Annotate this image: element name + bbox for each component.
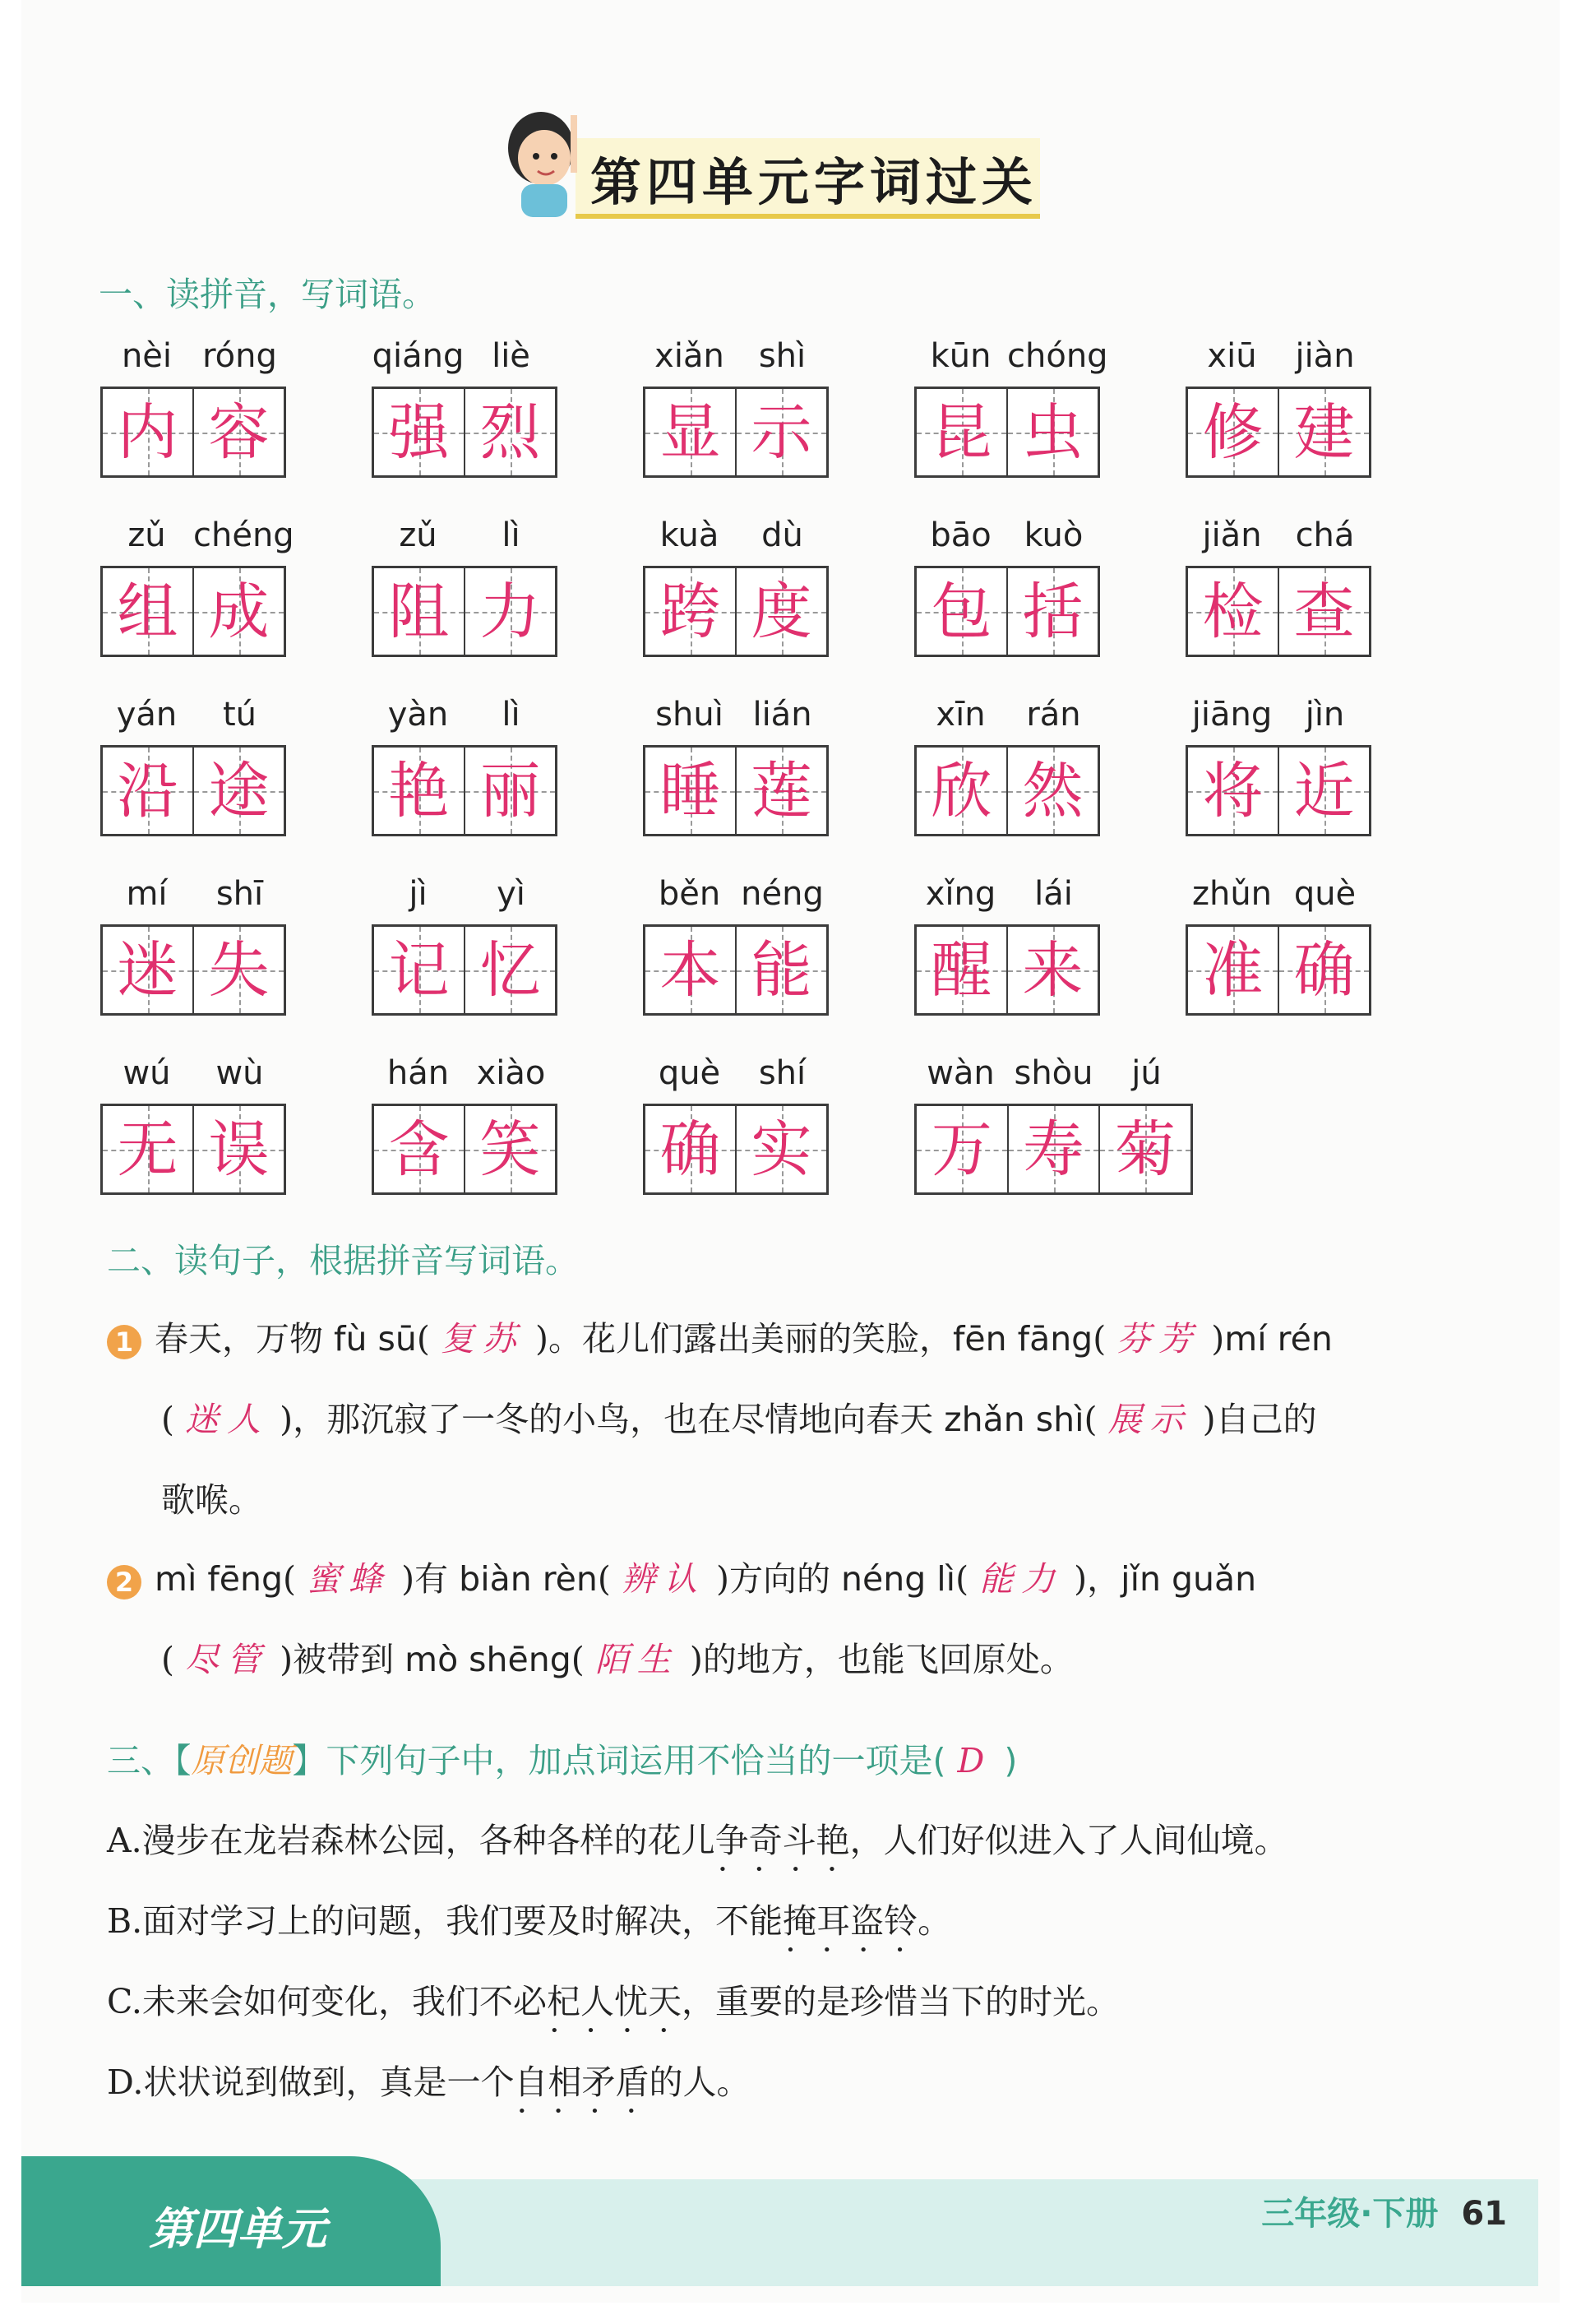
- answer-bianren: 辨认: [621, 1559, 705, 1599]
- answer-character: 寿: [1023, 1113, 1084, 1185]
- writing-grid: [100, 924, 286, 1016]
- pinyin-label: xiào: [476, 1054, 546, 1092]
- grid-cell: [645, 1106, 737, 1192]
- grid-cell: [645, 389, 737, 475]
- grid-cell: [194, 568, 284, 655]
- q1-line1: 1 春天，万物 fù sū( 复苏 )。花儿们露出美丽的笑脸，fēn fāng( 芬芳 )mí rén: [107, 1312, 1333, 1360]
- grid-cell: [1279, 389, 1369, 475]
- grid-cell: [1279, 927, 1369, 1013]
- answer-character: 强: [388, 396, 450, 468]
- option-text: 的人。: [649, 2062, 751, 2102]
- answer-character: 跨: [659, 576, 721, 647]
- pinyin-label: xiǎn: [654, 337, 724, 375]
- grid-cell: [465, 1106, 555, 1192]
- answer-character: 莲: [751, 755, 812, 826]
- grid-cell: [103, 748, 194, 834]
- pinyin-label: yán: [116, 696, 178, 734]
- section1-heading: 一、读拼音，写词语。: [99, 275, 436, 314]
- grid-cell: [103, 568, 194, 655]
- pinyin-label: shī: [215, 875, 264, 913]
- page-title: 第四单元字词过关: [590, 152, 1038, 212]
- grid-cell: [465, 748, 555, 834]
- writing-grid: [372, 1104, 557, 1195]
- answer-character: 确: [659, 1113, 721, 1185]
- grid-cell: [103, 1106, 194, 1192]
- footer-grade: 三年级·下册: [1261, 2195, 1439, 2233]
- answer-character: 醒: [931, 934, 992, 1006]
- pinyin-label: wú: [123, 1054, 171, 1092]
- grid-cell: [917, 748, 1008, 834]
- option-a: [107, 1813, 1288, 1862]
- answer-miren: 迷人: [185, 1400, 270, 1439]
- answer-character: 途: [208, 755, 270, 826]
- answer-character: 虫: [1022, 396, 1084, 468]
- writing-grid: [100, 566, 286, 657]
- pinyin-label: kūn: [930, 337, 992, 375]
- answer-character: 示: [751, 396, 812, 468]
- q1-line2: ( 迷人 )，那沉寂了一冬的小鸟，也在尽情地向春天 zhǎn shì( 展示 )自己的: [161, 1400, 1317, 1439]
- grid-cell: [374, 748, 465, 834]
- writing-grid: [1186, 924, 1371, 1016]
- grid-cell: [194, 748, 284, 834]
- answer-character: 沿: [117, 755, 178, 826]
- answer-character: 忆: [479, 934, 541, 1006]
- answer-character: 检: [1202, 576, 1264, 647]
- answer-character: 笑: [479, 1113, 541, 1185]
- grid-cell: [465, 568, 555, 655]
- grid-cell: [1008, 568, 1098, 655]
- answer-character: 睡: [659, 755, 721, 826]
- answer-character: 菊: [1115, 1113, 1177, 1185]
- pinyin-label: jú: [1131, 1054, 1162, 1092]
- answer-character: 来: [1022, 934, 1084, 1006]
- pinyin-label: lì: [502, 516, 520, 554]
- pinyin-label: shuì: [655, 696, 723, 734]
- pinyin-label: wàn: [927, 1054, 995, 1092]
- pinyin-label: zǔ: [399, 516, 437, 554]
- q1-number-badge: 1: [107, 1325, 141, 1359]
- pinyin-label: xiū: [1207, 337, 1257, 375]
- grid-cell: [1279, 568, 1369, 655]
- grid-cell: [917, 389, 1008, 475]
- answer-mosheng: 陌生: [594, 1640, 679, 1679]
- footer-page-info: [1261, 2187, 1507, 2234]
- pinyin-label: bāo: [930, 516, 992, 554]
- pinyin-label: kuò: [1024, 516, 1084, 554]
- answer-character: 含: [388, 1113, 450, 1185]
- answer-character: 丽: [479, 755, 541, 826]
- option-c: [107, 1974, 1120, 2023]
- pinyin-label: nèi: [121, 337, 173, 375]
- answer-character: 查: [1293, 576, 1355, 647]
- pinyin-label: chá: [1295, 516, 1355, 554]
- grid-cell: [1008, 748, 1098, 834]
- grid-cell: [465, 927, 555, 1013]
- pinyin-label: dù: [761, 516, 803, 554]
- option-text: ，重要的是珍惜当下的时光。: [681, 1982, 1120, 2021]
- answer-character: 无: [117, 1113, 178, 1185]
- pinyin-label: kuà: [659, 516, 719, 554]
- pinyin-label: chéng: [193, 516, 294, 554]
- grid-cell: [1100, 1106, 1190, 1192]
- answer-character: 烈: [479, 396, 541, 468]
- answer-character: 力: [479, 576, 541, 647]
- grid-cell: [645, 927, 737, 1013]
- writing-grid: [643, 1104, 829, 1195]
- writing-grid: [372, 745, 557, 836]
- writing-grid: [372, 924, 557, 1016]
- writing-grid: [372, 566, 557, 657]
- answer-character: 迷: [117, 934, 178, 1006]
- option-text: ，人们好似进入了人间仙境。: [849, 1821, 1288, 1860]
- grid-cell: [645, 568, 737, 655]
- pinyin-label: lái: [1034, 875, 1073, 913]
- grid-cell: [737, 1106, 826, 1192]
- pinyin-label: zhǔn: [1191, 875, 1273, 913]
- boy-mascot-icon: [493, 99, 592, 222]
- writing-grid: [643, 745, 829, 836]
- pinyin-label: shì: [758, 337, 807, 375]
- q2-line1: 2 mì fēng( 蜜蜂 )有 biàn rèn( 辨认 )方向的 néng lì( 能力 )，jǐn guǎn: [107, 1552, 1256, 1600]
- pinyin-label: jiàn: [1295, 337, 1355, 375]
- writing-grid: [643, 924, 829, 1016]
- writing-grid: [914, 924, 1100, 1016]
- title-area: [493, 99, 1052, 222]
- pinyin-label: rán: [1026, 696, 1081, 734]
- answer-character: 成: [208, 576, 270, 647]
- pinyin-label: chóng: [1007, 337, 1108, 375]
- answer-fenfang: 芬芳: [1116, 1319, 1201, 1359]
- answer-character: 本: [659, 934, 721, 1006]
- grid-cell: [374, 1106, 465, 1192]
- pinyin-label: què: [658, 1054, 721, 1092]
- pinyin-label: tú: [222, 696, 257, 734]
- answer-nengli: 能力: [979, 1559, 1064, 1599]
- grid-cell: [374, 568, 465, 655]
- pinyin-label: liè: [492, 337, 530, 375]
- answer-character: 近: [1293, 755, 1355, 826]
- writing-grid: [914, 387, 1100, 478]
- writing-grid: [1186, 566, 1371, 657]
- option-text: C.未来会如何变化，我们不必: [107, 1982, 547, 2021]
- pinyin-label: qiáng: [372, 337, 465, 375]
- grid-cell: [917, 1106, 1009, 1192]
- answer-fusu: 复苏: [440, 1319, 525, 1359]
- footer-unit-label: 第四单元: [149, 2203, 326, 2255]
- option-text: A.漫步在龙岩森林公园，各种各样的花儿: [107, 1821, 715, 1860]
- pinyin-label: què: [1293, 875, 1357, 913]
- answer-character: 度: [751, 576, 812, 647]
- pinyin-label: xīn: [936, 696, 986, 734]
- grid-cell: [1188, 748, 1279, 834]
- pinyin-label: lì: [502, 696, 520, 734]
- option-text: D.状状说到做到，真是一个: [107, 2062, 515, 2102]
- writing-grid: [1186, 745, 1371, 836]
- pinyin-label: běn: [658, 875, 721, 913]
- grid-cell: [194, 1106, 284, 1192]
- writing-grid: [1186, 387, 1371, 478]
- pinyin-label: lián: [752, 696, 812, 734]
- grid-cell: [1188, 389, 1279, 475]
- answer-character: 失: [208, 934, 270, 1006]
- pinyin-label: zǔ: [127, 516, 166, 554]
- answer-character: 艳: [388, 755, 450, 826]
- writing-grid: [914, 745, 1100, 836]
- grid-cell: [194, 389, 284, 475]
- grid-cell: [737, 927, 826, 1013]
- pinyin-label: néng: [741, 875, 824, 913]
- grid-cell: [737, 748, 826, 834]
- pinyin-label: jiǎn: [1202, 516, 1262, 554]
- grid-cell: [1009, 1106, 1101, 1192]
- answer-character: 昆: [931, 396, 992, 468]
- answer-zhanshi: 展示: [1107, 1400, 1192, 1439]
- grid-cell: [917, 927, 1008, 1013]
- grid-cell: [374, 389, 465, 475]
- pinyin-label: mí: [126, 875, 168, 913]
- writing-grid: [914, 1104, 1193, 1195]
- pinyin-label: yàn: [387, 696, 449, 734]
- answer-character: 确: [1293, 934, 1355, 1006]
- grid-cell: [103, 927, 194, 1013]
- grid-cell: [1188, 568, 1279, 655]
- pinyin-label: jì: [409, 875, 428, 913]
- option-b: [107, 1894, 951, 1942]
- pinyin-label: jìn: [1305, 696, 1345, 734]
- option-text: B.面对学习上的问题，我们要及时解决，不能: [107, 1901, 784, 1941]
- writing-grid: [643, 387, 829, 478]
- option-text: 。: [918, 1901, 952, 1941]
- grid-cell: [374, 927, 465, 1013]
- answer-character: 包: [931, 576, 992, 647]
- section3-heading: 三、【原创题】下列句子中，加点词运用不恰当的一项是( D ): [107, 1741, 1018, 1780]
- answer-character: 括: [1022, 576, 1084, 647]
- answer-character: 内: [117, 396, 178, 468]
- answer-character: 显: [659, 396, 721, 468]
- answer-jinguan: 尽管: [185, 1640, 270, 1679]
- writing-grid: [372, 387, 557, 478]
- grid-cell: [103, 389, 194, 475]
- dotted-idiom: 杞人忧天 • • • •: [547, 1982, 682, 2021]
- grid-cell: [194, 927, 284, 1013]
- pinyin-label: jiāng: [1191, 696, 1273, 734]
- answer-character: 修: [1202, 396, 1264, 468]
- grid-cell: [917, 568, 1008, 655]
- answer-character: 欣: [931, 755, 992, 826]
- answer-character: 阻: [388, 576, 450, 647]
- answer-character: 能: [751, 934, 812, 1006]
- writing-grid: [643, 566, 829, 657]
- q1-line3: 歌喉。: [161, 1480, 262, 1520]
- grid-cell: [1279, 748, 1369, 834]
- grid-cell: [645, 748, 737, 834]
- original-question-tag: 原创题: [191, 1741, 293, 1780]
- grid-cell: [1008, 927, 1098, 1013]
- page-number: 61: [1461, 2195, 1507, 2233]
- footer-unit-tab: [21, 2156, 441, 2286]
- answer-character: 建: [1293, 396, 1355, 468]
- grid-cell: [465, 389, 555, 475]
- answer-character: 将: [1202, 755, 1264, 826]
- answer-mifeng: 蜜蜂: [307, 1559, 391, 1599]
- dotted-idiom: 争奇斗艳 • • • •: [715, 1821, 850, 1860]
- answer-character: 然: [1022, 755, 1084, 826]
- pinyin-label: xǐng: [925, 875, 996, 913]
- writing-grid: [914, 566, 1100, 657]
- dotted-idiom: 自相矛盾 • • • •: [514, 2062, 649, 2102]
- section3-answer: D: [957, 1741, 993, 1780]
- q2-line2: ( 尽管 )被带到 mò shēng( 陌生 )的地方，也能飞回原处。: [161, 1640, 1074, 1679]
- pinyin-label: róng: [202, 337, 277, 375]
- dotted-idiom: 掩耳盗铃 • • • •: [783, 1901, 918, 1941]
- section2-heading: 二、读句子，根据拼音写词语。: [107, 1241, 579, 1280]
- writing-grid: [100, 745, 286, 836]
- writing-grid: [100, 387, 286, 478]
- pinyin-label: wù: [215, 1054, 264, 1092]
- grid-cell: [1008, 389, 1098, 475]
- answer-character: 实: [751, 1113, 812, 1185]
- answer-character: 容: [208, 396, 270, 468]
- pinyin-label: shòu: [1014, 1054, 1093, 1092]
- answer-character: 组: [117, 576, 178, 647]
- answer-character: 误: [208, 1113, 270, 1185]
- option-d: [107, 2055, 750, 2104]
- q2-number-badge: 2: [107, 1565, 141, 1599]
- grid-cell: [737, 568, 826, 655]
- writing-grid: [100, 1104, 286, 1195]
- grid-cell: [737, 389, 826, 475]
- answer-character: 准: [1202, 934, 1264, 1006]
- answer-character: 记: [388, 934, 450, 1006]
- pinyin-label: yì: [497, 875, 525, 913]
- answer-character: 万: [931, 1113, 992, 1185]
- pinyin-label: shí: [758, 1054, 807, 1092]
- grid-cell: [1188, 927, 1279, 1013]
- pinyin-label: hán: [386, 1054, 450, 1092]
